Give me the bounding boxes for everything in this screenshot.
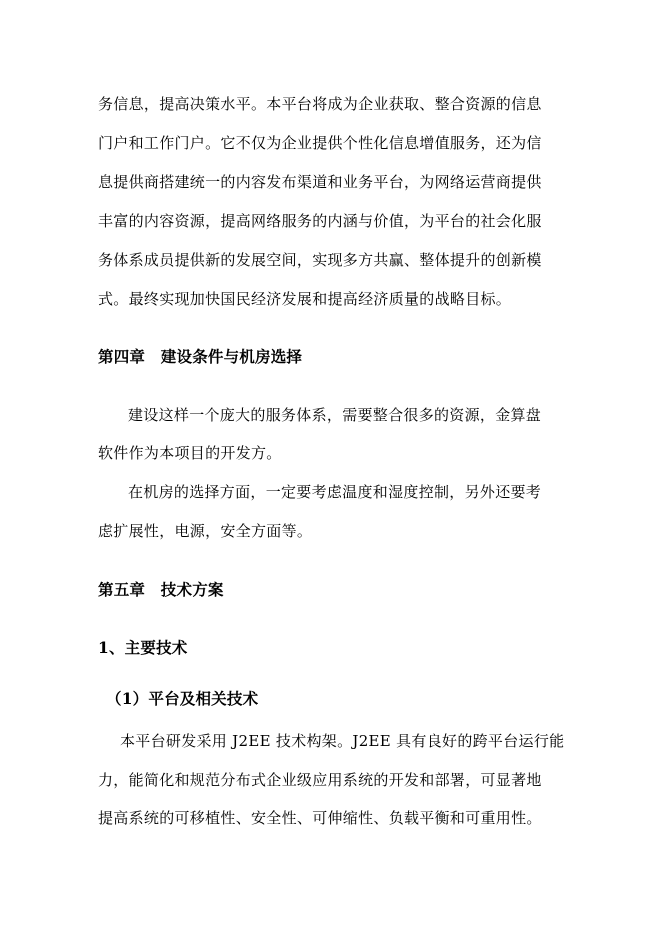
chapter-5-heading: 第五章 技术方案 — [98, 580, 224, 599]
paragraph-line: 虑扩展性，电源，安全方面等。 — [98, 522, 313, 540]
paragraph-line: 丰富的内容资源，提高网络服务的内涵与价值，为平台的社会化服 — [98, 212, 542, 230]
paragraph-line: 提高系统的可移植性、安全性、可伸缩性、负载平衡和可重用性。 — [98, 809, 542, 827]
paragraph-line: 本平台研发采用 J2EE 技术构架。J2EE 具有良好的跨平台运行能 — [120, 732, 565, 750]
paragraph-line: 务信息，提高决策水平。本平台将成为企业获取、整合资源的信息 — [98, 95, 542, 113]
subsection-1-heading: （1）平台及相关技术 — [106, 689, 259, 708]
paragraph-line: 在机房的选择方面，一定要考虑温度和湿度控制，另外还要考 — [128, 483, 542, 501]
paragraph-line: 门户和工作门户。它不仅为企业提供个性化信息增值服务，还为信 — [98, 134, 542, 152]
paragraph-line: 力，能简化和规范分布式企业级应用系统的开发和部署，可显著地 — [98, 771, 542, 789]
paragraph-line: 息提供商搭建统一的内容发布渠道和业务平台，为网络运营商提供 — [98, 173, 542, 191]
paragraph-line: 软件作为本项目的开发方。 — [98, 444, 282, 462]
paragraph-line: 务体系成员提供新的发展空间，实现多方共赢、整体提升的创新模 — [98, 251, 542, 269]
paragraph-line: 式。最终实现加快国民经济发展和提高经济质量的战略目标。 — [98, 290, 512, 308]
paragraph-line: 建设这样一个庞大的服务体系，需要整合很多的资源，金算盘 — [128, 406, 542, 424]
chapter-4-heading: 第四章 建设条件与机房选择 — [98, 347, 303, 366]
section-1-heading: 1、主要技术 — [98, 638, 188, 657]
